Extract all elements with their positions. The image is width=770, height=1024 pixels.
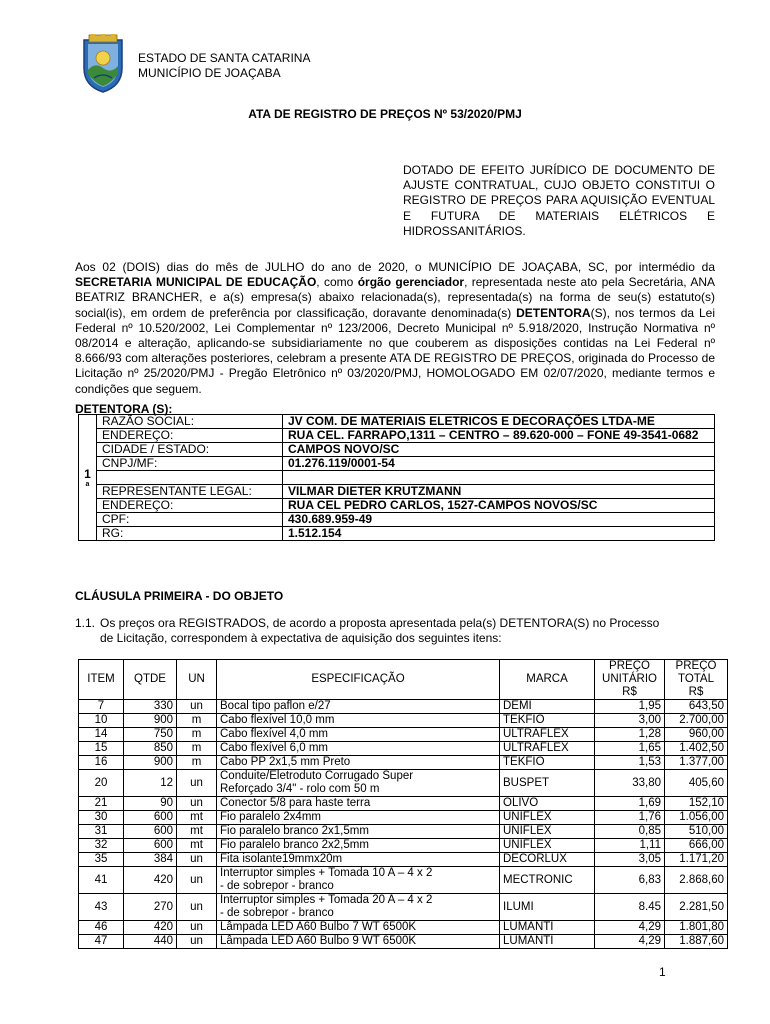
detentora-value: RUA CEL. FARRAPO,1311 – CENTRO – 89.620-000 – FONE 49-3541-0682 [283,429,715,443]
detentora-label: RAZÃO SOCIAL: [97,415,283,429]
detentora-row [79,527,715,541]
cell-qtde: 90 [124,797,177,811]
detentora-value: RUA CEL PEDRO CARLOS, 1527-CAMPOS NOVOS/SC [283,499,715,513]
table-row [79,700,728,714]
cell-qtde: 750 [124,728,177,742]
cell-unit-price: 1,76 [595,811,665,825]
cell-unit-price: 1,11 [595,839,665,853]
items-table [78,659,728,949]
cell-un: un [177,770,217,797]
preamble-paragraph [75,260,715,397]
page-number: 1 [659,965,666,979]
detentora-label: REPRESENTANTE LEGAL: [97,485,283,499]
cell-unit-price: 1,69 [595,797,665,811]
cell-spec: Cabo flexível 10,0 mm [217,714,500,728]
cell-spec: Fita isolante19mmx20m [217,853,500,867]
cell-marca: OLIVO [500,797,595,811]
detentora-label: CNPJ/MF: [97,457,283,471]
cell-un: m [177,728,217,742]
detentora-number: 1 [84,466,91,481]
detentora-table [78,414,715,541]
items-header-row [79,660,728,700]
cell-item: 31 [79,825,124,839]
cell-qtde: 440 [124,935,177,949]
col-header-total-price-l1: PREÇO [675,660,717,672]
cell-marca: LUMANTI [500,921,595,935]
cell-total-price: 152,10 [665,797,728,811]
cell-spec-line-1: Interruptor simples + Tomada 10 A – 4 x 2 [220,867,433,879]
clause-number: 1.1. [75,616,96,630]
cell-spec: Cabo flexível 6,0 mm [217,742,500,756]
col-header-un: UN [177,660,217,700]
col-header-item: ITEM [79,660,124,700]
cell-marca: UNIFLEX [500,811,595,825]
items-table-body [79,700,728,949]
cell-item: 47 [79,935,124,949]
cell-unit-price: 3,00 [595,714,665,728]
cell-item: 20 [79,770,124,797]
cell-spec-line-2: - de sobrepor - branco [220,880,334,892]
cell-un: un [177,853,217,867]
municipality-name: MUNICÍPIO DE JOAÇABA [138,66,281,80]
cell-item: 35 [79,853,124,867]
detentora-row [79,485,715,499]
cell-spec: Cabo flexível 4,0 mm [217,728,500,742]
detentora-value [283,471,715,485]
cell-unit-price: 33,80 [595,770,665,797]
detentora-label: CIDADE / ESTADO: [97,443,283,457]
cell-marca: BUSPET [500,770,595,797]
col-header-marca: MARCA [500,660,595,700]
detentora-label [97,471,283,485]
cell-total-price: 1.056,00 [665,811,728,825]
table-row [79,921,728,935]
cell-un: m [177,756,217,770]
cell-spec: Lâmpada LED A60 Bulbo 7 WT 6500K [217,921,500,935]
cell-total-price: 960,00 [665,728,728,742]
cell-marca: LUMANTI [500,935,595,949]
document-header [138,51,310,81]
table-row [79,742,728,756]
cell-spec-line-2: - de sobrepor - branco [220,907,334,919]
table-row [79,770,728,797]
cell-item: 43 [79,894,124,921]
cell-unit-price: 1,65 [595,742,665,756]
detentora-row [79,513,715,527]
cell-total-price: 1.801,80 [665,921,728,935]
table-row [79,825,728,839]
cell-unit-price: 3,05 [595,853,665,867]
cell-qtde: 420 [124,921,177,935]
cell-item: 7 [79,700,124,714]
cell-un: un [177,921,217,935]
cell-unit-price: 1,53 [595,756,665,770]
clause-text-line-1: Os preços ora REGISTRADOS, de acordo a proposta apresentada pela(s) DETENTORA(S) no Processo [100,616,660,630]
cell-spec: Lâmpada LED A60 Bulbo 9 WT 6500K [217,935,500,949]
table-row [79,714,728,728]
cell-marca: TEKFIO [500,756,595,770]
cell-item: 21 [79,797,124,811]
cell-total-price: 2.700,00 [665,714,728,728]
cell-item: 46 [79,921,124,935]
cell-item: 15 [79,742,124,756]
detentora-value: JV COM. DE MATERIAIS ELETRICOS E DECORAÇÕES LTDA-ME [283,415,715,429]
preamble-text-1: Aos 02 (DOIS) dias do mês de JULHO do ano de 2020, o MUNICÍPIO DE JOAÇABA, SC, por intermédio da [75,260,715,274]
cell-un: un [177,700,217,714]
cell-spec-line-2: Reforçado 3/4" - rolo com 50 m [220,783,380,795]
cell-unit-price: 6,83 [595,867,665,894]
cell-qtde: 12 [124,770,177,797]
cell-spec-line-1: Interruptor simples + Tomada 20 A – 4 x 2 [220,894,433,906]
cell-total-price: 1.402,50 [665,742,728,756]
cell-un: mt [177,839,217,853]
detentora-value: VILMAR DIETER KRUTZMANN [283,485,715,499]
cell-spec: Fio paralelo branco 2x1,5mm [217,825,500,839]
col-header-total-price-l3: R$ [688,686,704,698]
table-row [79,728,728,742]
detentora-heading: DETENTORA (S): [75,402,173,416]
cell-spec: Cabo PP 2x1,5 mm Preto [217,756,500,770]
preamble-text-3: , representada neste ato pela Secretária, ANA BEATRIZ BRANCHER, e a(s) empresa(s) abaixo relacionada(s), representada(s) na forma de seu(s) estatuto(s) social(is), em ordem de preferência por classificação, doravante denominada(s) [75,275,716,320]
cell-total-price: 1.377,00 [665,756,728,770]
cell-qtde: 330 [124,700,177,714]
cell-un: mt [177,811,217,825]
detentora-value: 01.276.119/0001-54 [283,457,715,471]
cell-qtde: 270 [124,894,177,921]
detentora-number-cell [79,415,97,541]
detentora-value: 430.689.959-49 [283,513,715,527]
clause-text-line-2: de Licitação, correspondem à expectativa de aquisição dos seguintes itens: [100,631,502,646]
cell-un: un [177,935,217,949]
table-row [79,811,728,825]
cell-item: 14 [79,728,124,742]
detentora-row [79,471,715,485]
cell-total-price: 666,00 [665,839,728,853]
col-header-unit-price [595,660,665,700]
cell-un: un [177,867,217,894]
cell-marca: DEMI [500,700,595,714]
cell-un: m [177,714,217,728]
cell-un: un [177,894,217,921]
cell-qtde: 900 [124,756,177,770]
preamble-text-2: , como [316,275,358,290]
detentora-row [79,443,715,457]
detentora-label: ENDEREÇO: [97,429,283,443]
cell-item: 16 [79,756,124,770]
cell-marca: UNIFLEX [500,825,595,839]
preamble-text-4: (S), nos termos da Lei Federal nº 10.520/2002, Lei Complementar nº 123/2006, Decreto Municipal nº 5.918/2020, Instrução Normativa nº 08/2014 e alteração, aplicando-se subsidiariamente no que couberem as disposições contidas na Lei Federal nº 8.666/93 com alterações posteriores, celebram a presente ATA DE REGISTRO DE PREÇOS, originada do Processo de Licitação nº 25/2020/PMJ - Pregão Eletrônico nº 03/2020/PMJ, HOMOLOGADO EM 02/07/2020, mediante termos e condições que seguem. [75,305,715,396]
cell-spec: Bocal tipo paflon e/27 [217,700,500,714]
cell-unit-price: 4,29 [595,935,665,949]
cell-total-price: 510,00 [665,825,728,839]
cell-spec [217,867,500,894]
table-row [79,797,728,811]
detentora-value: CAMPOS NOVO/SC [283,443,715,457]
state-name: ESTADO DE SANTA CATARINA [138,51,311,65]
cell-total-price: 1.171,20 [665,853,728,867]
cell-total-price: 405,60 [665,770,728,797]
cell-marca: MECTRONIC [500,867,595,894]
document-title: ATA DE REGISTRO DE PREÇOS Nº 53/2020/PMJ [248,107,522,121]
detentora-row [79,457,715,471]
detentora-row [79,499,715,513]
col-header-unit-price-l2: UNITÁRIO [602,673,657,685]
cell-marca: ILUMI [500,894,595,921]
cell-unit-price: 1,95 [595,700,665,714]
table-row [79,894,728,921]
cell-total-price: 643,50 [665,700,728,714]
cell-unit-price: 4,29 [595,921,665,935]
col-header-qtde: QTDE [124,660,177,700]
col-header-spec: ESPECIFICAÇÃO [217,660,500,700]
cell-unit-price: 1,28 [595,728,665,742]
col-header-total-price [665,660,728,700]
cell-spec [217,894,500,921]
cell-marca: TEKFIO [500,714,595,728]
table-row [79,853,728,867]
table-row [79,935,728,949]
cell-total-price: 2.868,60 [665,867,728,894]
cell-spec: Fio paralelo 2x4mm [217,811,500,825]
cell-un: mt [177,825,217,839]
table-row [79,867,728,894]
table-row [79,839,728,853]
preamble-bold-orgao: órgão gerenciador [357,275,465,290]
cell-un: m [177,742,217,756]
cell-total-price: 1.887,60 [665,935,728,949]
ementa-summary: DOTADO DE EFEITO JURÍDICO DE DOCUMENTO DE AJUSTE CONTRATUAL, CUJO OBJETO CONSTITUI O REGISTRO DE PREÇOS PARA AQUISIÇÃO EVENTUAL E FUTURA DE MATERIAIS ELÉTRICOS E HIDROSSANITÁRIOS. [403,163,715,238]
cell-qtde: 384 [124,853,177,867]
detentora-value: 1.512.154 [283,527,715,541]
cell-total-price: 2.281,50 [665,894,728,921]
table-row [79,756,728,770]
detentora-ordinal: a [85,480,90,488]
municipal-coat-of-arms [80,34,126,94]
cell-qtde: 850 [124,742,177,756]
cell-marca: ULTRAFLEX [500,742,595,756]
cell-qtde: 600 [124,811,177,825]
cell-unit-price: 8.45 [595,894,665,921]
col-header-unit-price-l1: PREÇO [609,660,650,672]
cell-qtde: 600 [124,839,177,853]
col-header-unit-price-l3: R$ [622,686,637,698]
preamble-bold-detentora: DETENTORA [516,305,591,320]
preamble-bold-secretaria: SECRETARIA MUNICIPAL DE EDUCAÇÃO [75,275,317,290]
col-header-total-price-l2: TOTAL [678,673,714,685]
cell-spec: Conector 5/8 para haste terra [217,797,500,811]
detentora-row [79,415,715,429]
detentora-row [79,429,715,443]
cell-spec: Fio paralelo branco 2x2,5mm [217,839,500,853]
clause-heading: CLÁUSULA PRIMEIRA - DO OBJETO [75,589,284,603]
cell-item: 41 [79,867,124,894]
cell-qtde: 600 [124,825,177,839]
cell-spec [217,770,500,797]
cell-qtde: 900 [124,714,177,728]
clause-paragraph [75,616,715,646]
cell-marca: DECORLUX [500,853,595,867]
detentora-label: CPF: [97,513,283,527]
detentora-label: ENDEREÇO: [97,499,283,513]
cell-item: 32 [79,839,124,853]
cell-spec-line-1: Conduite/Eletroduto Corrugado Super [220,770,414,782]
cell-marca: ULTRAFLEX [500,728,595,742]
cell-marca: UNIFLEX [500,839,595,853]
cell-un: un [177,797,217,811]
cell-qtde: 420 [124,867,177,894]
cell-item: 10 [79,714,124,728]
cell-unit-price: 0,85 [595,825,665,839]
detentora-label: RG: [97,527,283,541]
cell-item: 30 [79,811,124,825]
